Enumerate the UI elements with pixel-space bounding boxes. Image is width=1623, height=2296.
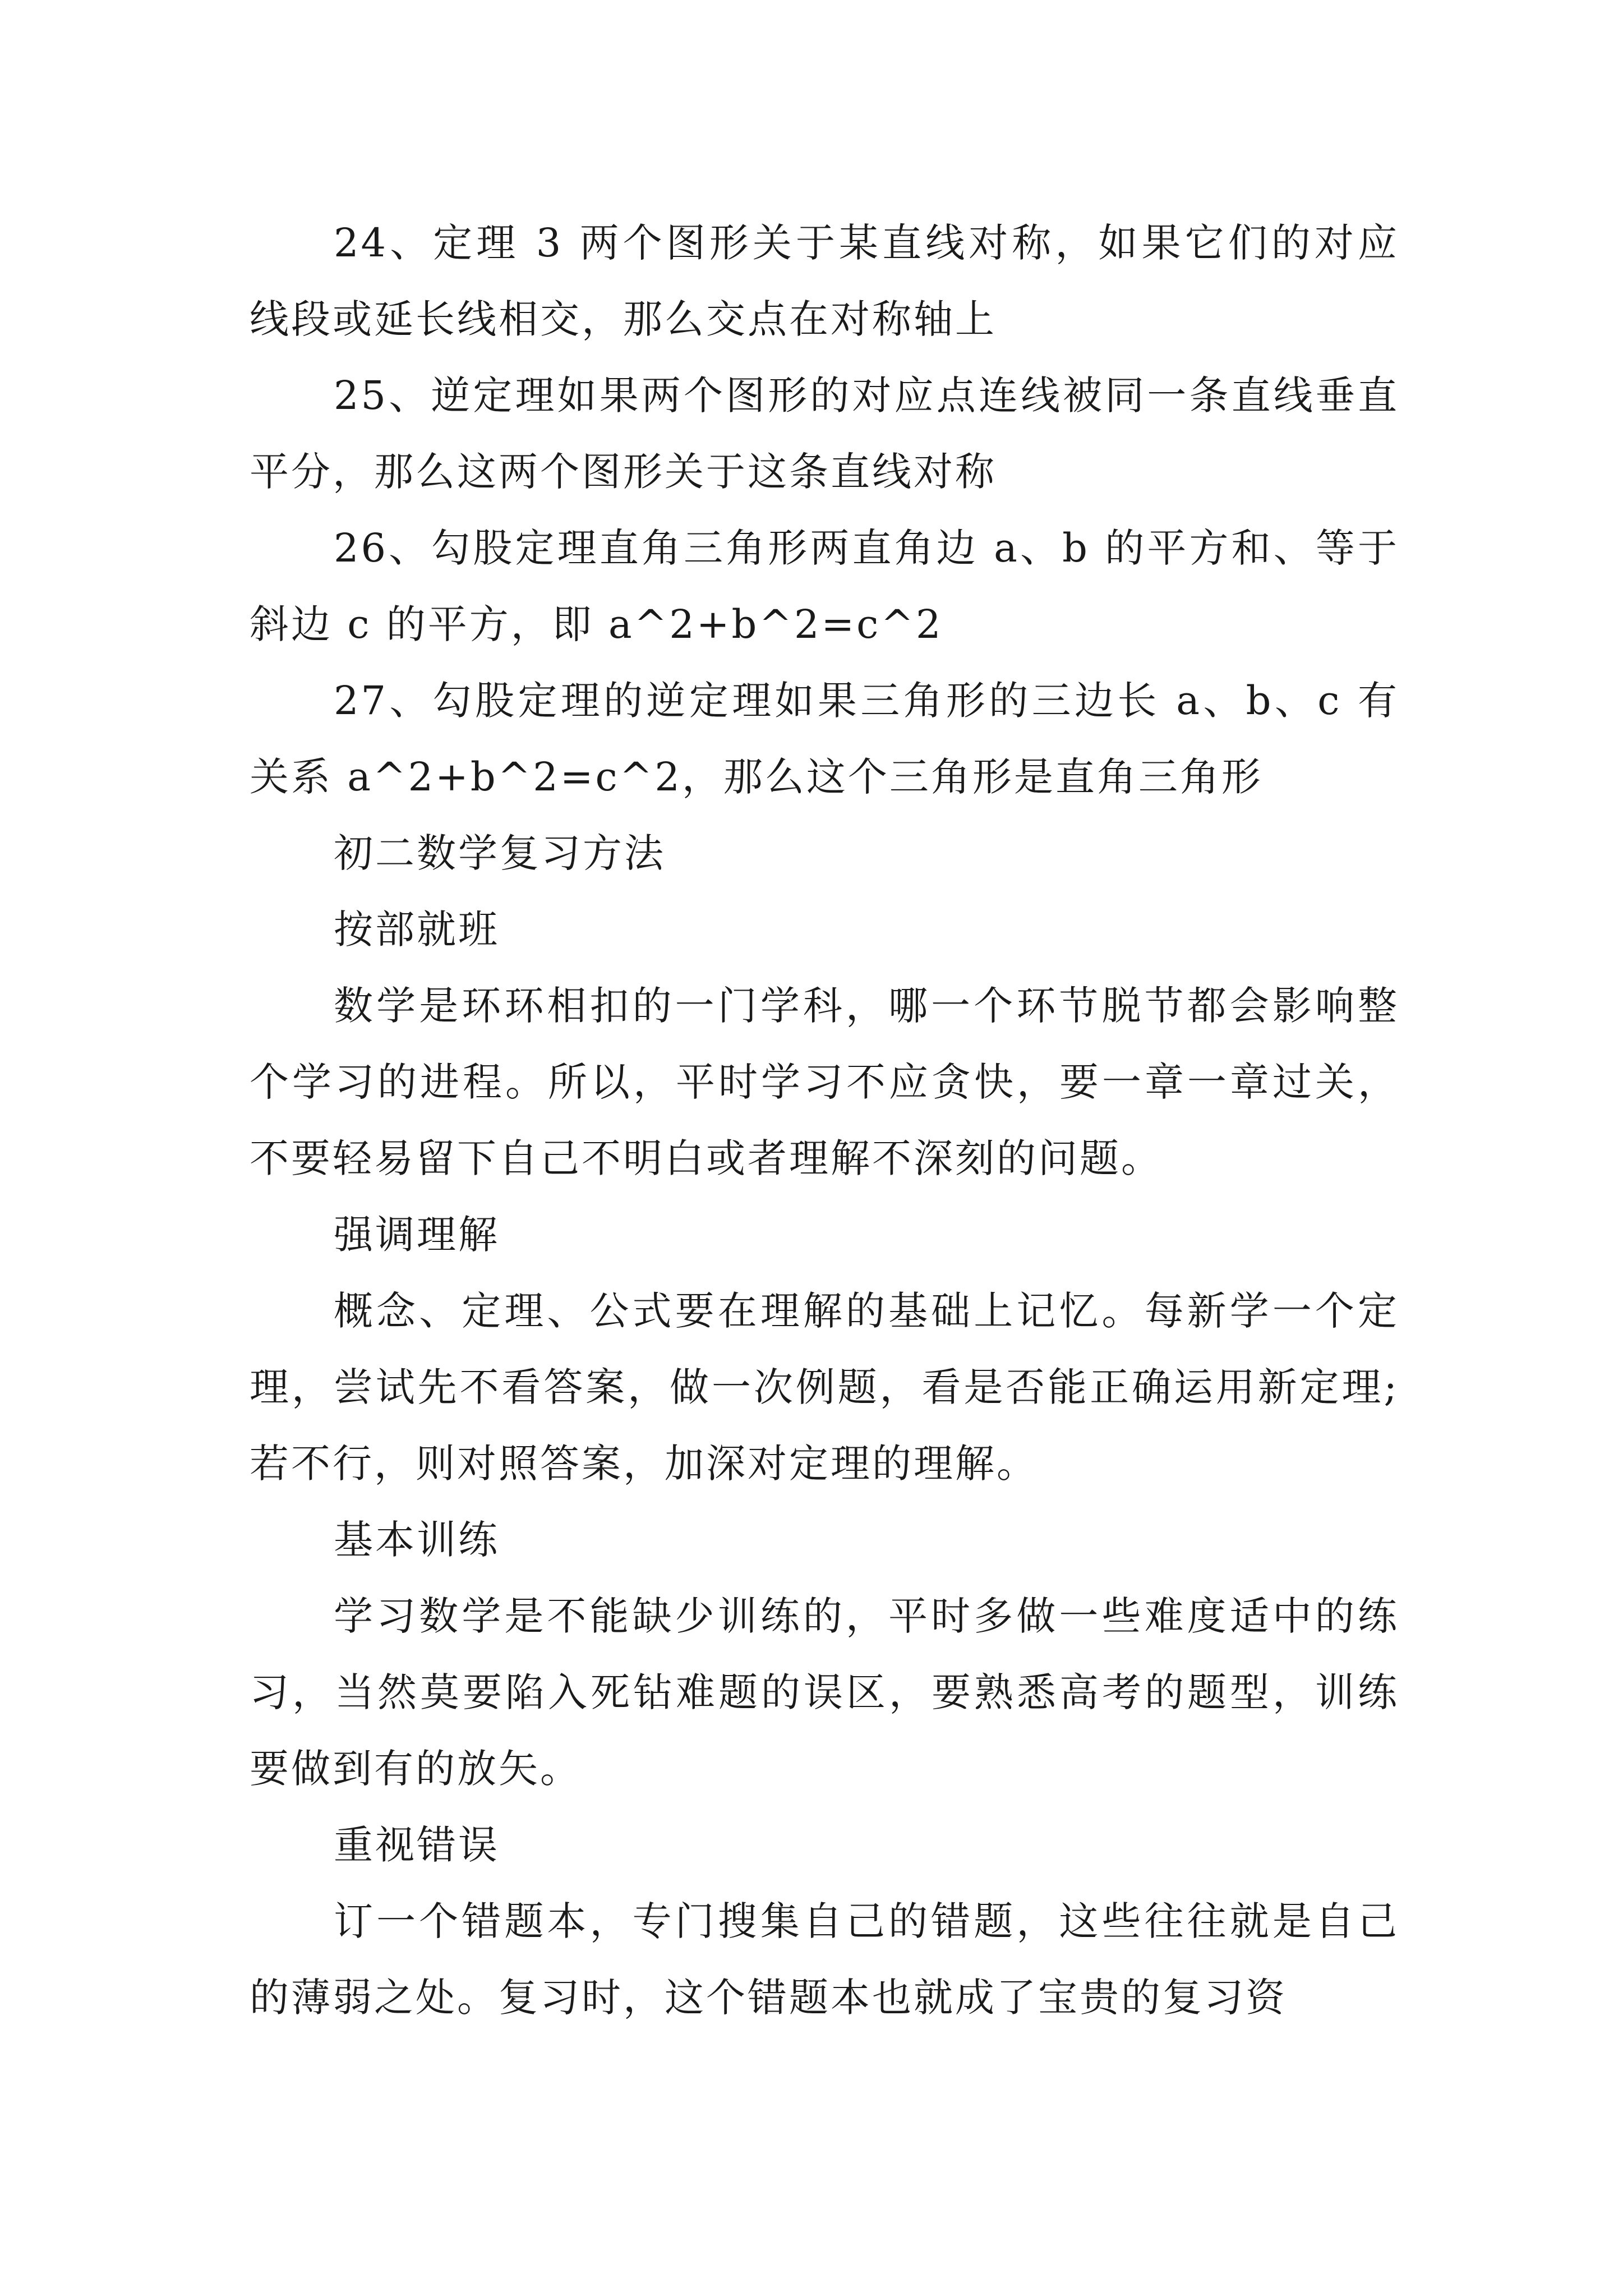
theorem-25-paragraph: 25、逆定理如果两个图形的对应点连线被同一条直线垂直平分，那么这两个图形关于这条直线对称: [250, 372, 1399, 495]
subheading-step-by-step: 按部就班: [334, 907, 500, 953]
theorem-24-paragraph: 24、定理 3 两个图形关于某直线对称，如果它们的对应线段或延长线相交，那么交点在对称轴上: [250, 220, 1399, 342]
understanding-paragraph: 概念、定理、公式要在理解的基础上记忆。每新学一个定理，尝试先不看答案，做一次例题，看是否能正确运用新定理;若不行，则对照答案，加深对定理的理解。: [250, 1288, 1399, 1487]
basic-training-paragraph: 学习数学是不能缺少训练的，平时多做一些难度适中的练习，当然莫要陷入死钻难题的误区，要熟悉高考的题型，训练要做到有的放矢。: [250, 1593, 1399, 1792]
subheading-basic-training: 基本训练: [334, 1517, 500, 1563]
subheading-understanding: 强调理解: [334, 1212, 500, 1258]
subheading-mistakes: 重视错误: [334, 1822, 500, 1868]
document-body: [250, 205, 1399, 2036]
theorem-27-paragraph: 27、勾股定理的逆定理如果三角形的三边长 a、b、c 有关系 a^2+b^2=c^2，那么这个三角形是直角三角形: [250, 678, 1399, 800]
section-heading-review-methods: 初二数学复习方法: [334, 830, 666, 876]
theorem-26-paragraph: 26、勾股定理直角三角形两直角边 a、b 的平方和、等于斜边 c 的平方，即 a^2+b^2=c^2: [250, 525, 1399, 647]
mistakes-paragraph: 订一个错题本，专门搜集自己的错题，这些往往就是自己的薄弱之处。复习时，这个错题本也就成了宝贵的复习资: [250, 1898, 1399, 2021]
step-by-step-paragraph: 数学是环环相扣的一门学科，哪一个环节脱节都会影响整个学习的进程。所以，平时学习不应贪快，要一章一章过关，不要轻易留下自己不明白或者理解不深刻的问题。: [250, 983, 1399, 1181]
